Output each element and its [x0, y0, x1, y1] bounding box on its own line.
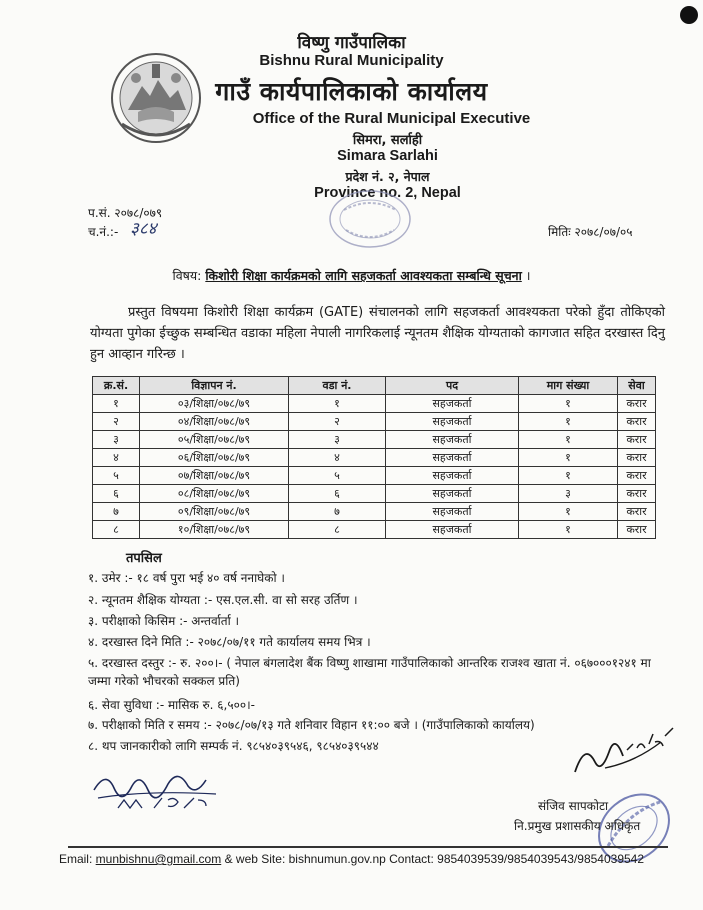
- cell-post: सहजकर्ता: [386, 485, 519, 503]
- cell-ad-number: ०६/शिक्षा/०७८/७९: [140, 449, 289, 467]
- subject-end: ।: [525, 268, 531, 283]
- cell-service: करार: [618, 449, 656, 467]
- notice-date: मितिः २०७८/०७/०५: [548, 225, 633, 239]
- municipality-name-nepali: विष्णु गाउँपालिका: [297, 33, 406, 53]
- cell-service: करार: [618, 395, 656, 413]
- table-row: [93, 521, 656, 539]
- subject-label: विषय:: [172, 268, 202, 283]
- condition-item: ४. दरखास्त दिने मिति :- २०७८/०७/११ गते कार्यालय समय भित्र ।: [88, 635, 371, 649]
- cell-service: करार: [618, 521, 656, 539]
- signer-title: नि.प्रमुख प्रशासकीय अधिकृत: [514, 819, 641, 833]
- cell-ward: ६: [289, 485, 386, 503]
- footer-email-link[interactable]: munbishnu@gmail.com: [95, 852, 222, 866]
- place-english: Simara Sarlahi: [337, 148, 438, 164]
- cell-serial: ३: [93, 431, 140, 449]
- cell-ad-number: ०३/शिक्षा/०७८/७९: [140, 395, 289, 413]
- province-english: Province no. 2, Nepal: [314, 185, 461, 201]
- municipality-name-english: Bishnu Rural Municipality: [259, 52, 444, 69]
- cell-service: करार: [618, 467, 656, 485]
- cell-ward: ७: [289, 503, 386, 521]
- cell-serial: ७: [93, 503, 140, 521]
- condition-item: ७. परीक्षाको मिति र समय :- २०७८/०७/१३ गते शनिवार विहान ११:०० बजे । (गाउँपालिकाको कार्यालय): [88, 718, 535, 732]
- condition-item: ८. थप जानकारीको लागि सम्पर्क नं. ९८५४०३९५४६, ९८५४०३९५४४: [88, 739, 379, 753]
- vacancy-table: [92, 376, 656, 539]
- table-row: [93, 485, 656, 503]
- cell-ward: ८: [289, 521, 386, 539]
- condition-item: ५. दरखास्त दस्तुर :- रु. २००।- ( नेपाल बंगलादेश बैंक विष्णु शाखामा गाउँपालिकाको आन्तरिक राजश्व खाता नं. ०६७०००१२४१ मा जम्मा गरेको भौचरको सक्कल प्रति): [88, 656, 651, 688]
- right-signature-icon: [565, 722, 685, 788]
- dispatch-number-label: च.नं.:-: [88, 225, 119, 239]
- cell-post: सहजकर्ता: [386, 431, 519, 449]
- condition-item: ३. परीक्षाको किसिम :- अन्तर्वार्ता ।: [88, 614, 240, 628]
- subject-text: किशोरी शिक्षा कार्यक्रमको लागि सहजकर्ता आवश्यकता सम्बन्धि सूचना: [205, 268, 522, 283]
- dispatch-number-value: ३८४: [130, 219, 157, 239]
- cell-post: सहजकर्ता: [386, 395, 519, 413]
- office-name-nepali: गाउँ कार्यपालिकाको कार्यालय: [215, 77, 488, 106]
- col-header-service: सेवा: [618, 377, 656, 395]
- footer-email-label: Email:: [58, 852, 93, 866]
- cell-ad-number: ०८/शिक्षा/०७८/७९: [140, 485, 289, 503]
- signer-name: संजिव सापकोटा: [538, 799, 609, 813]
- footer-divider: [68, 846, 668, 848]
- cell-ward: ३: [289, 431, 386, 449]
- cell-post: सहजकर्ता: [386, 521, 519, 539]
- table-row: [93, 467, 656, 485]
- cell-service: करार: [618, 503, 656, 521]
- table-row: [93, 503, 656, 521]
- cell-serial: ५: [93, 467, 140, 485]
- cell-serial: २: [93, 413, 140, 431]
- cell-post: सहजकर्ता: [386, 413, 519, 431]
- col-header-serial: क्र.सं.: [93, 377, 140, 395]
- cell-post: सहजकर्ता: [386, 503, 519, 521]
- col-header-demand: माग संख्या: [519, 377, 618, 395]
- table-header-row: [93, 377, 656, 395]
- punch-hole: [680, 6, 698, 24]
- cell-demand: १: [519, 503, 618, 521]
- cell-demand: १: [519, 431, 618, 449]
- cell-serial: १: [93, 395, 140, 413]
- table-row: [93, 413, 656, 431]
- footer-contact: [0, 852, 703, 866]
- cell-serial: ४: [93, 449, 140, 467]
- office-stamp-icon: [322, 186, 418, 252]
- condition-item: ६. सेवा सुविधा :- मासिक रु. ६,५००।-: [88, 698, 255, 712]
- footer-contact-text: & web Site: bishnumun.gov.np Contact: 9854039539/9854039543/9854039542: [224, 852, 645, 866]
- col-header-ad-number: विज्ञापन नं.: [140, 377, 289, 395]
- cell-demand: ३: [519, 485, 618, 503]
- cell-ward: ५: [289, 467, 386, 485]
- cell-service: करार: [618, 485, 656, 503]
- cell-service: करार: [618, 431, 656, 449]
- left-signature-icon: [88, 760, 228, 820]
- office-name-english: Office of the Rural Municipal Executive: [252, 110, 531, 127]
- cell-post: सहजकर्ता: [386, 449, 519, 467]
- subject-line: [0, 267, 703, 284]
- cell-ad-number: ०५/शिक्षा/०७८/७९: [140, 431, 289, 449]
- place-nepali: सिमरा, सर्लाही: [352, 133, 423, 148]
- cell-demand: १: [519, 413, 618, 431]
- cell-ward: ४: [289, 449, 386, 467]
- cell-ward: २: [289, 413, 386, 431]
- cell-ward: १: [289, 395, 386, 413]
- cell-ad-number: ०७/शिक्षा/०७८/७९: [140, 467, 289, 485]
- cell-ad-number: ०९/शिक्षा/०७८/७९: [140, 503, 289, 521]
- cell-demand: १: [519, 467, 618, 485]
- cell-demand: १: [519, 449, 618, 467]
- table-row: [93, 395, 656, 413]
- body-paragraph: प्रस्तुत विषयमा किशोरी शिक्षा कार्यक्रम (GATE) संचालनको लागि सहजकर्ता आवश्यकता परेको हुँदा तोकिएको योग्यता पुगेका ईच्छुक सम्बन्धित वडाका महिला नेपाली नागरिकलाई न्यूनतम शैक्षिक योग्यताको कागजात सहित दरखास्त दिनु हुन आव्हान गरिन्छ ।: [90, 305, 665, 362]
- province-nepali: प्रदेश नं. २, नेपाल: [345, 169, 430, 184]
- cell-serial: ६: [93, 485, 140, 503]
- cell-ad-number: ०४/शिक्षा/०७८/७९: [140, 413, 289, 431]
- cell-serial: ८: [93, 521, 140, 539]
- col-header-post: पद: [386, 377, 519, 395]
- col-header-ward: वडा नं.: [289, 377, 386, 395]
- cell-demand: १: [519, 521, 618, 539]
- cell-post: सहजकर्ता: [386, 467, 519, 485]
- cell-demand: १: [519, 395, 618, 413]
- table-row: [93, 431, 656, 449]
- cell-service: करार: [618, 413, 656, 431]
- conditions-heading: तपसिल: [126, 551, 162, 566]
- table-row: [93, 449, 656, 467]
- condition-item: २. न्यूनतम शैक्षिक योग्यता :- एस.एल.सी. वा सो सरह उर्तिण ।: [88, 593, 358, 607]
- cell-ad-number: १०/शिक्षा/०७८/७९: [140, 521, 289, 539]
- reference-fiscal-year: प.सं. २०७८/०७९: [88, 206, 163, 220]
- condition-item: १. उमेर :- १८ वर्ष पुरा भई ४० वर्ष ननाघेको ।: [88, 571, 285, 585]
